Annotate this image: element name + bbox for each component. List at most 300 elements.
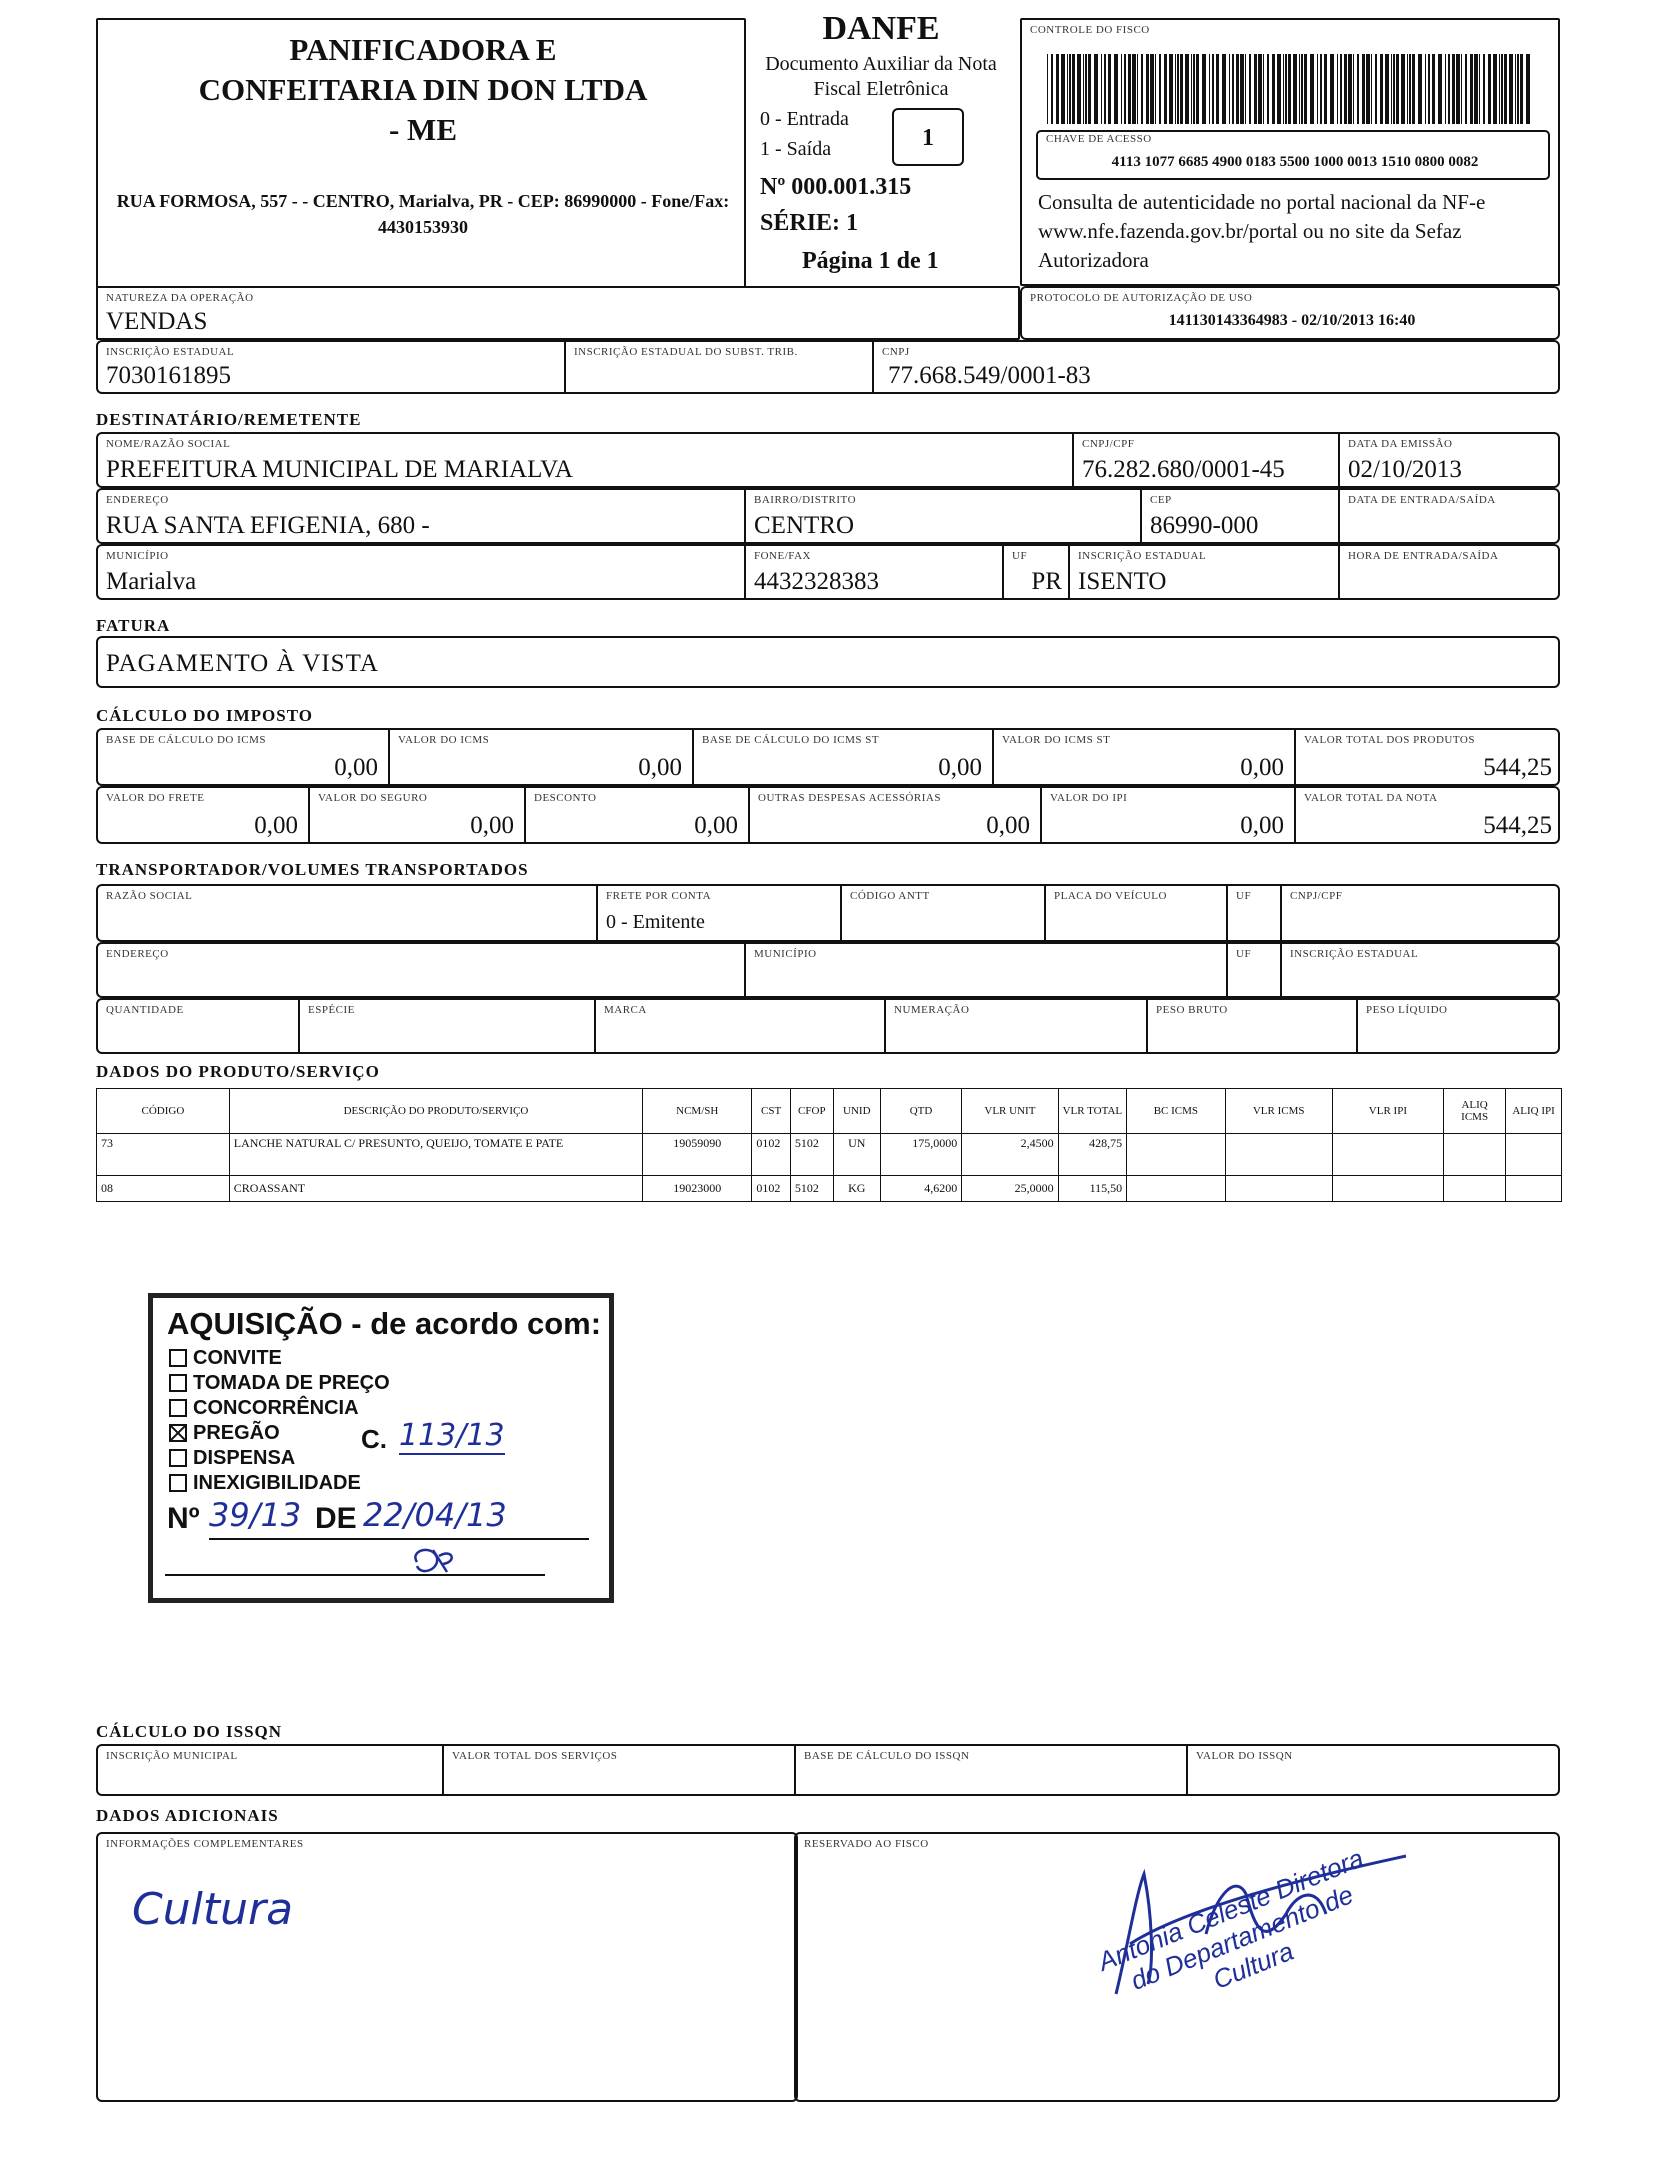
table-row bbox=[97, 1134, 1562, 1176]
barcode-bar bbox=[1337, 54, 1338, 124]
barcode-bar bbox=[1375, 54, 1377, 124]
col-vlr-total: VLR TOTAL bbox=[1058, 1089, 1127, 1134]
stamp-de-line bbox=[209, 1538, 589, 1540]
initials-mark bbox=[403, 1542, 463, 1582]
barcode-bar bbox=[1245, 54, 1246, 124]
imposto-row-2 bbox=[96, 786, 1560, 844]
barcode-bar bbox=[1212, 54, 1214, 124]
stamp-signature-line bbox=[165, 1574, 545, 1576]
transp-uf-cell bbox=[1226, 886, 1280, 940]
cell-aliq-icms bbox=[1444, 1134, 1506, 1176]
barcode-bar bbox=[1385, 54, 1389, 124]
barcode-bar bbox=[1240, 54, 1244, 124]
transp-frete-cell bbox=[596, 886, 840, 940]
stamp-n-value: 39/13 bbox=[209, 1496, 302, 1534]
barcode-bar bbox=[1418, 54, 1422, 124]
cell-codigo: 73 bbox=[97, 1134, 230, 1176]
dest-cep-cell bbox=[1140, 490, 1338, 542]
transp-placa-label: PLACA DO VEÍCULO bbox=[1054, 890, 1167, 902]
dest-endereco-label: ENDEREÇO bbox=[106, 494, 169, 506]
imposto-total-nota-value: 544,25 bbox=[1483, 812, 1552, 839]
danfe-pagina: Página 1 de 1 bbox=[802, 248, 939, 274]
col-ncm: NCM/SH bbox=[643, 1089, 752, 1134]
issqn-servicos-label: VALOR TOTAL DOS SERVIÇOS bbox=[452, 1750, 618, 1762]
cell-cfop: 5102 bbox=[790, 1176, 833, 1202]
cell-descricao: CROASSANT bbox=[229, 1176, 642, 1202]
imposto-section: CÁLCULO DO IMPOSTO bbox=[96, 706, 313, 725]
barcode-bar bbox=[1177, 54, 1179, 124]
barcode-bar bbox=[1470, 54, 1473, 124]
transp-cnpj-label: CNPJ/CPF bbox=[1290, 890, 1343, 902]
fisco-box bbox=[1020, 18, 1560, 286]
cnpj-value: 77.668.549/0001-83 bbox=[888, 362, 1091, 389]
col-bc-icms: BC ICMS bbox=[1127, 1089, 1226, 1134]
imposto-desconto-value: 0,00 bbox=[694, 812, 738, 839]
barcode-bar bbox=[1222, 54, 1226, 124]
barcode-bar bbox=[1185, 54, 1189, 124]
transp-antt-cell bbox=[840, 886, 1044, 940]
barcode-bar bbox=[1249, 54, 1251, 124]
dest-nome-label: NOME/RAZÃO SOCIAL bbox=[106, 438, 231, 450]
dest-row-2 bbox=[96, 488, 1560, 544]
transp-ie-cell bbox=[1280, 944, 1562, 996]
issqn-base-cell bbox=[794, 1746, 1186, 1794]
checkbox-icon bbox=[169, 1474, 187, 1492]
issqn-valor-cell bbox=[1186, 1746, 1562, 1794]
cell-bc-icms bbox=[1127, 1134, 1226, 1176]
dest-cnpj-cell bbox=[1072, 434, 1338, 486]
barcode-bar bbox=[1067, 54, 1068, 124]
danfe-serie: SÉRIE: 1 bbox=[760, 210, 859, 236]
imposto-total-nota-label: VALOR TOTAL DA NOTA bbox=[1304, 792, 1438, 804]
barcode-bar bbox=[1209, 54, 1210, 124]
cell-vlr-ipi bbox=[1332, 1176, 1443, 1202]
barcode-bar bbox=[1344, 54, 1347, 124]
aquisicao-stamp bbox=[148, 1293, 614, 1603]
dest-cnpj-value: 76.282.680/0001-45 bbox=[1082, 456, 1285, 483]
issqn-im-label: INSCRIÇÃO MUNICIPAL bbox=[106, 1750, 238, 1762]
barcode-bar bbox=[1448, 54, 1450, 124]
checkbox-icon bbox=[169, 1349, 187, 1367]
transp-municipio-cell bbox=[744, 944, 1226, 996]
barcode-bar bbox=[1509, 54, 1513, 124]
cell-bc-icms bbox=[1127, 1176, 1226, 1202]
protocolo-box bbox=[1020, 286, 1560, 340]
stamp-c-label: C. bbox=[361, 1424, 387, 1454]
barcode-bar bbox=[1407, 54, 1408, 124]
barcode-bar bbox=[1164, 54, 1167, 124]
imposto-total-produtos bbox=[1294, 730, 1562, 784]
cell-qtd: 4,6200 bbox=[880, 1176, 961, 1202]
barcode-bar bbox=[1108, 54, 1111, 124]
barcode-bar bbox=[1088, 54, 1091, 124]
dest-municipio-label: MUNICÍPIO bbox=[106, 550, 169, 562]
dest-uf-value: PR bbox=[1031, 568, 1062, 595]
dest-uf-label: UF bbox=[1012, 550, 1028, 562]
dest-bairro-label: BAIRRO/DISTRITO bbox=[754, 494, 857, 506]
col-cst: CST bbox=[752, 1089, 791, 1134]
natureza-label: NATUREZA DA OPERAÇÃO bbox=[106, 292, 254, 304]
cell-unid: KG bbox=[833, 1176, 880, 1202]
checkbox-icon bbox=[169, 1449, 187, 1467]
barcode-bar bbox=[1202, 54, 1206, 124]
dest-fone-label: FONE/FAX bbox=[754, 550, 811, 562]
barcode-bar bbox=[1236, 54, 1239, 124]
cell-cfop: 5102 bbox=[790, 1134, 833, 1176]
produtos-section: DADOS DO PRODUTO/SERVIÇO bbox=[96, 1062, 380, 1081]
barcode-bar bbox=[1196, 54, 1199, 124]
reservado-fisco-label: RESERVADO AO FISCO bbox=[804, 1838, 929, 1850]
transp-uf2-label: UF bbox=[1236, 948, 1252, 960]
transp-peso-bruto-label: PESO BRUTO bbox=[1156, 1004, 1228, 1016]
barcode bbox=[1047, 54, 1537, 126]
transp-numeracao-label: NUMERAÇÃO bbox=[894, 1004, 970, 1016]
fatura-box bbox=[96, 636, 1560, 688]
barcode-bar bbox=[1501, 54, 1503, 124]
barcode-bar bbox=[1409, 54, 1411, 124]
barcode-bar bbox=[1348, 54, 1352, 124]
dest-emissao-label: DATA DA EMISSÃO bbox=[1348, 438, 1453, 450]
transp-numeracao-cell bbox=[884, 1000, 1146, 1052]
transp-peso-liquido-cell bbox=[1356, 1000, 1562, 1052]
barcode-bar bbox=[1141, 54, 1143, 124]
barcode-bar bbox=[1104, 54, 1106, 124]
dest-fone-cell bbox=[744, 546, 1002, 598]
emitter-box bbox=[96, 18, 746, 288]
barcode-bar bbox=[1072, 54, 1075, 124]
barcode-bar bbox=[1277, 54, 1281, 124]
stamp-options bbox=[169, 1346, 390, 1496]
cell-cst: 0102 bbox=[752, 1176, 791, 1202]
transp-especie-cell bbox=[298, 1000, 594, 1052]
dest-hora-cell bbox=[1338, 546, 1562, 598]
dest-ie-cell bbox=[1068, 546, 1338, 598]
barcode-bar bbox=[1353, 54, 1354, 124]
barcode-bar bbox=[1456, 54, 1460, 124]
fatura-value: PAGAMENTO À VISTA bbox=[106, 650, 379, 677]
dest-bairro-cell bbox=[744, 490, 1140, 542]
col-cfop: CFOP bbox=[790, 1089, 833, 1134]
col-descricao: DESCRIÇÃO DO PRODUTO/SERVIÇO bbox=[229, 1089, 642, 1134]
imposto-seguro bbox=[308, 788, 524, 842]
ie-row bbox=[96, 340, 1560, 394]
imposto-total-produtos-value: 544,25 bbox=[1483, 754, 1552, 781]
barcode-bar bbox=[1425, 54, 1426, 124]
stamp-option-inexigibilidade bbox=[169, 1471, 390, 1496]
dest-uf-cell bbox=[1002, 546, 1068, 598]
dest-ie-value: ISENTO bbox=[1078, 568, 1167, 595]
transp-ie-label: INSCRIÇÃO ESTADUAL bbox=[1290, 948, 1419, 960]
barcode-bar bbox=[1324, 54, 1327, 124]
danfe-subtitle: Documento Auxiliar da Nota Fiscal Eletrônica bbox=[765, 53, 997, 100]
imposto-outras-label: OUTRAS DESPESAS ACESSÓRIAS bbox=[758, 792, 941, 804]
barcode-bar bbox=[1391, 54, 1392, 124]
consulta-text: Consulta de autenticidade no portal nacional da NF-e www.nfe.fazenda.gov.br/portal ou no site da Sefaz Autorizadora bbox=[1038, 190, 1486, 272]
barcode-bar bbox=[1288, 54, 1291, 124]
barcode-bar bbox=[1180, 54, 1183, 124]
transp-municipio-label: MUNICÍPIO bbox=[754, 948, 817, 960]
barcode-bar bbox=[1366, 54, 1370, 124]
cell-vlr-ipi bbox=[1332, 1134, 1443, 1176]
imposto-outras-value: 0,00 bbox=[986, 812, 1030, 839]
imposto-ipi-label: VALOR DO IPI bbox=[1050, 792, 1128, 804]
imposto-icms-label: VALOR DO ICMS bbox=[398, 734, 490, 746]
stamp-option-label: INEXIGIBILIDADE bbox=[193, 1472, 361, 1494]
chave-label: CHAVE DE ACESSO bbox=[1046, 133, 1152, 145]
imposto-bc-icms bbox=[98, 730, 388, 784]
transp-row-2 bbox=[96, 942, 1560, 998]
issqn-servicos-cell bbox=[442, 1746, 794, 1794]
imposto-icms bbox=[388, 730, 692, 784]
barcode-bar bbox=[1285, 54, 1287, 124]
barcode-bar bbox=[1412, 54, 1415, 124]
destinatario-section: DESTINATÁRIO/REMETENTE bbox=[96, 410, 362, 429]
barcode-bar bbox=[1301, 54, 1303, 124]
barcode-bar bbox=[1461, 54, 1462, 124]
barcode-bar bbox=[1520, 54, 1523, 124]
barcode-bar bbox=[1232, 54, 1234, 124]
transp-row-1 bbox=[96, 884, 1560, 942]
dest-emissao-cell bbox=[1338, 434, 1562, 486]
stamp-option-concorrencia bbox=[169, 1396, 390, 1421]
barcode-bar bbox=[1101, 54, 1102, 124]
cell-codigo: 08 bbox=[97, 1176, 230, 1202]
dest-cnpj-label: CNPJ/CPF bbox=[1082, 438, 1135, 450]
barcode-bar bbox=[1504, 54, 1507, 124]
barcode-bar bbox=[1137, 54, 1138, 124]
barcode-bar bbox=[1169, 54, 1173, 124]
protocolo-value: 141130143364983 - 02/10/2013 16:40 bbox=[1168, 312, 1416, 329]
ie-st-label: INSCRIÇÃO ESTADUAL DO SUBST. TRIB. bbox=[574, 346, 798, 358]
cell-aliq-ipi bbox=[1506, 1134, 1562, 1176]
col-vlr-icms: VLR ICMS bbox=[1225, 1089, 1332, 1134]
barcode-bar bbox=[1293, 54, 1297, 124]
barcode-bar bbox=[1474, 54, 1478, 124]
barcode-bar bbox=[1047, 54, 1048, 124]
imposto-icms-value: 0,00 bbox=[638, 754, 682, 781]
dest-bairro-value: CENTRO bbox=[754, 512, 854, 539]
barcode-bar bbox=[1330, 54, 1334, 124]
cnpj-cell bbox=[872, 342, 1562, 392]
stamp-n-label: Nº bbox=[167, 1502, 200, 1535]
dest-entrada-label: DATA DE ENTRADA/SAÍDA bbox=[1348, 494, 1496, 506]
danfe-title: DANFE bbox=[822, 10, 940, 47]
barcode-bar bbox=[1056, 54, 1059, 124]
dest-cep-value: 86990-000 bbox=[1150, 512, 1259, 539]
cell-aliq-icms bbox=[1444, 1176, 1506, 1202]
cell-vlr-unit: 2,4500 bbox=[962, 1134, 1058, 1176]
cell-ncm: 19059090 bbox=[643, 1134, 752, 1176]
info-complementares-label: INFORMAÇÕES COMPLEMENTARES bbox=[106, 1838, 304, 1850]
ie-st-cell bbox=[564, 342, 870, 392]
transp-quantidade-label: QUANTIDADE bbox=[106, 1004, 184, 1016]
barcode-bar bbox=[1146, 54, 1149, 124]
col-qtd: QTD bbox=[880, 1089, 961, 1134]
col-unid: UNID bbox=[833, 1089, 880, 1134]
emitter-address: RUA FORMOSA, 557 - - CENTRO, Marialva, PR - CEP: 86990000 - Fone/Fax: 4430153930 bbox=[116, 191, 730, 237]
cell-qtd: 175,0000 bbox=[880, 1134, 961, 1176]
barcode-bar bbox=[1393, 54, 1395, 124]
barcode-bar bbox=[1216, 54, 1219, 124]
barcode-bar bbox=[1452, 54, 1455, 124]
imposto-ipi-value: 0,00 bbox=[1240, 812, 1284, 839]
produtos-table-wrap bbox=[96, 1088, 1562, 1202]
barcode-bar bbox=[1229, 54, 1230, 124]
barcode-bar bbox=[1517, 54, 1519, 124]
cell-vlr-total: 428,75 bbox=[1058, 1134, 1127, 1176]
barcode-bar bbox=[1340, 54, 1342, 124]
checkbox-checked-icon bbox=[169, 1424, 187, 1442]
barcode-bar bbox=[1483, 54, 1485, 124]
barcode-bar bbox=[1085, 54, 1087, 124]
table-row bbox=[97, 1176, 1562, 1202]
barcode-bar bbox=[1310, 54, 1314, 124]
imposto-bc-icms-value: 0,00 bbox=[334, 754, 378, 781]
stamp-de-value: 22/04/13 bbox=[363, 1496, 507, 1534]
cell-unid: UN bbox=[833, 1134, 880, 1176]
barcode-bar bbox=[1380, 54, 1383, 124]
col-codigo: CÓDIGO bbox=[97, 1089, 230, 1134]
barcode-bar bbox=[1515, 54, 1516, 124]
imposto-icms-st-value: 0,00 bbox=[1240, 754, 1284, 781]
transp-frete-label: FRETE POR CONTA bbox=[606, 890, 712, 902]
produtos-header-row bbox=[97, 1089, 1562, 1134]
barcode-bar bbox=[1493, 54, 1497, 124]
barcode-bar bbox=[1051, 54, 1053, 124]
transp-uf2-cell bbox=[1226, 944, 1280, 996]
issqn-row bbox=[96, 1744, 1560, 1796]
barcode-bar bbox=[1299, 54, 1300, 124]
barcode-bar bbox=[1488, 54, 1491, 124]
issqn-base-label: BASE DE CÁLCULO DO ISSQN bbox=[804, 1750, 970, 1762]
transp-cnpj-cell bbox=[1280, 886, 1562, 940]
barcode-bar bbox=[1114, 54, 1118, 124]
barcode-bar bbox=[1132, 54, 1136, 124]
imposto-icms-st bbox=[992, 730, 1294, 784]
barcode-bar bbox=[1191, 54, 1192, 124]
dest-endereco-value: RUA SANTA EFIGENIA, 680 - bbox=[106, 512, 430, 539]
barcode-bar bbox=[1175, 54, 1176, 124]
barcode-bar bbox=[1526, 54, 1530, 124]
adicionais-section: DADOS ADICIONAIS bbox=[96, 1806, 279, 1825]
stamp-option-label: DISPENSA bbox=[193, 1447, 296, 1469]
imposto-row-1 bbox=[96, 728, 1560, 786]
cell-ncm: 19023000 bbox=[643, 1176, 752, 1202]
barcode-bar bbox=[1150, 54, 1154, 124]
barcode-bar bbox=[1317, 54, 1318, 124]
stamp-option-label: CONCORRÊNCIA bbox=[193, 1397, 359, 1419]
issqn-section: CÁLCULO DO ISSQN bbox=[96, 1722, 283, 1741]
imposto-frete-label: VALOR DO FRETE bbox=[106, 792, 205, 804]
imposto-total-nota bbox=[1294, 788, 1562, 842]
barcode-bar bbox=[1445, 54, 1446, 124]
transp-frete-value: 0 - Emitente bbox=[606, 911, 705, 933]
reservado-fisco-box bbox=[794, 1832, 1560, 2102]
imposto-bc-icms-st-value: 0,00 bbox=[938, 754, 982, 781]
cell-vlr-total: 115,50 bbox=[1058, 1176, 1127, 1202]
danfe-saida: 1 - Saída bbox=[760, 138, 832, 160]
imposto-ipi bbox=[1040, 788, 1294, 842]
danfe-block bbox=[746, 10, 1016, 290]
transp-peso-liquido-label: PESO LÍQUIDO bbox=[1366, 1004, 1448, 1016]
stamp-option-label: TOMADA DE PREÇO bbox=[193, 1372, 390, 1394]
transp-antt-label: CÓDIGO ANTT bbox=[850, 890, 930, 902]
barcode-bar bbox=[1159, 54, 1161, 124]
imposto-frete-value: 0,00 bbox=[254, 812, 298, 839]
cell-cst: 0102 bbox=[752, 1134, 791, 1176]
barcode-bar bbox=[1357, 54, 1359, 124]
imposto-bc-icms-st-label: BASE DE CÁLCULO DO ICMS ST bbox=[702, 734, 880, 746]
produtos-table bbox=[96, 1088, 1562, 1202]
cnpj-label: CNPJ bbox=[882, 346, 910, 358]
emitter-name: PANIFICADORA E CONFEITARIA DIN DON LTDA - ME bbox=[198, 32, 648, 147]
imposto-outras bbox=[748, 788, 1040, 842]
barcode-bar bbox=[1155, 54, 1156, 124]
transp-peso-bruto-cell bbox=[1146, 1000, 1356, 1052]
cell-aliq-ipi bbox=[1506, 1176, 1562, 1202]
signature-stamp-text: Antonia Celeste Diretora do Departamento de Cultura bbox=[1093, 1842, 1368, 1996]
danfe-tipo: 1 bbox=[922, 125, 934, 151]
barcode-bar bbox=[1362, 54, 1365, 124]
col-vlr-ipi: VLR IPI bbox=[1332, 1089, 1443, 1134]
barcode-bar bbox=[1128, 54, 1131, 124]
barcode-bar bbox=[1077, 54, 1081, 124]
transp-uf-label: UF bbox=[1236, 890, 1252, 902]
barcode-bar bbox=[1428, 54, 1430, 124]
dest-nome-value: PREFEITURA MUNICIPAL DE MARIALVA bbox=[106, 456, 573, 483]
col-aliq-ipi: ALIQ IPI bbox=[1506, 1089, 1562, 1134]
controle-fisco-label: CONTROLE DO FISCO bbox=[1030, 24, 1150, 36]
natureza-box bbox=[96, 286, 1020, 340]
transp-marca-cell bbox=[594, 1000, 884, 1052]
stamp-title: AQUISIÇÃO - de acordo com: bbox=[167, 1306, 602, 1341]
ie-label: INSCRIÇÃO ESTADUAL bbox=[106, 346, 235, 358]
imposto-desconto-label: DESCONTO bbox=[534, 792, 597, 804]
cell-vlr-icms bbox=[1225, 1134, 1332, 1176]
transp-especie-label: ESPÉCIE bbox=[308, 1004, 355, 1016]
danfe-entrada: 0 - Entrada bbox=[760, 108, 849, 130]
barcode-bar bbox=[1499, 54, 1500, 124]
barcode-bar bbox=[1121, 54, 1122, 124]
ie-value: 7030161895 bbox=[106, 362, 231, 389]
danfe-numero: Nº 000.001.315 bbox=[760, 174, 912, 200]
barcode-bar bbox=[1465, 54, 1467, 124]
stamp-option-pregao bbox=[169, 1421, 390, 1446]
barcode-bar bbox=[1320, 54, 1322, 124]
barcode-bar bbox=[1304, 54, 1307, 124]
stamp-de-label: DE bbox=[315, 1502, 357, 1535]
dest-fone-value: 4432328383 bbox=[754, 568, 879, 595]
fatura-section: FATURA bbox=[96, 616, 171, 635]
barcode-bar bbox=[1193, 54, 1195, 124]
dest-ie-label: INSCRIÇÃO ESTADUAL bbox=[1078, 550, 1207, 562]
imposto-icms-st-label: VALOR DO ICMS ST bbox=[1002, 734, 1111, 746]
imposto-desconto bbox=[524, 788, 748, 842]
dest-emissao-value: 02/10/2013 bbox=[1348, 456, 1462, 483]
checkbox-icon bbox=[169, 1399, 187, 1417]
barcode-bar bbox=[1267, 54, 1269, 124]
stamp-option-label: PREGÃO bbox=[193, 1422, 280, 1444]
imposto-bc-icms-label: BASE DE CÁLCULO DO ICMS bbox=[106, 734, 267, 746]
stamp-option-convite bbox=[169, 1346, 390, 1371]
natureza-value: VENDAS bbox=[106, 308, 208, 335]
chave-box bbox=[1036, 130, 1550, 180]
dest-cep-label: CEP bbox=[1150, 494, 1172, 506]
barcode-bar bbox=[1094, 54, 1098, 124]
transp-endereco-label: ENDEREÇO bbox=[106, 948, 169, 960]
transp-placa-cell bbox=[1044, 886, 1226, 940]
barcode-bar bbox=[1283, 54, 1284, 124]
